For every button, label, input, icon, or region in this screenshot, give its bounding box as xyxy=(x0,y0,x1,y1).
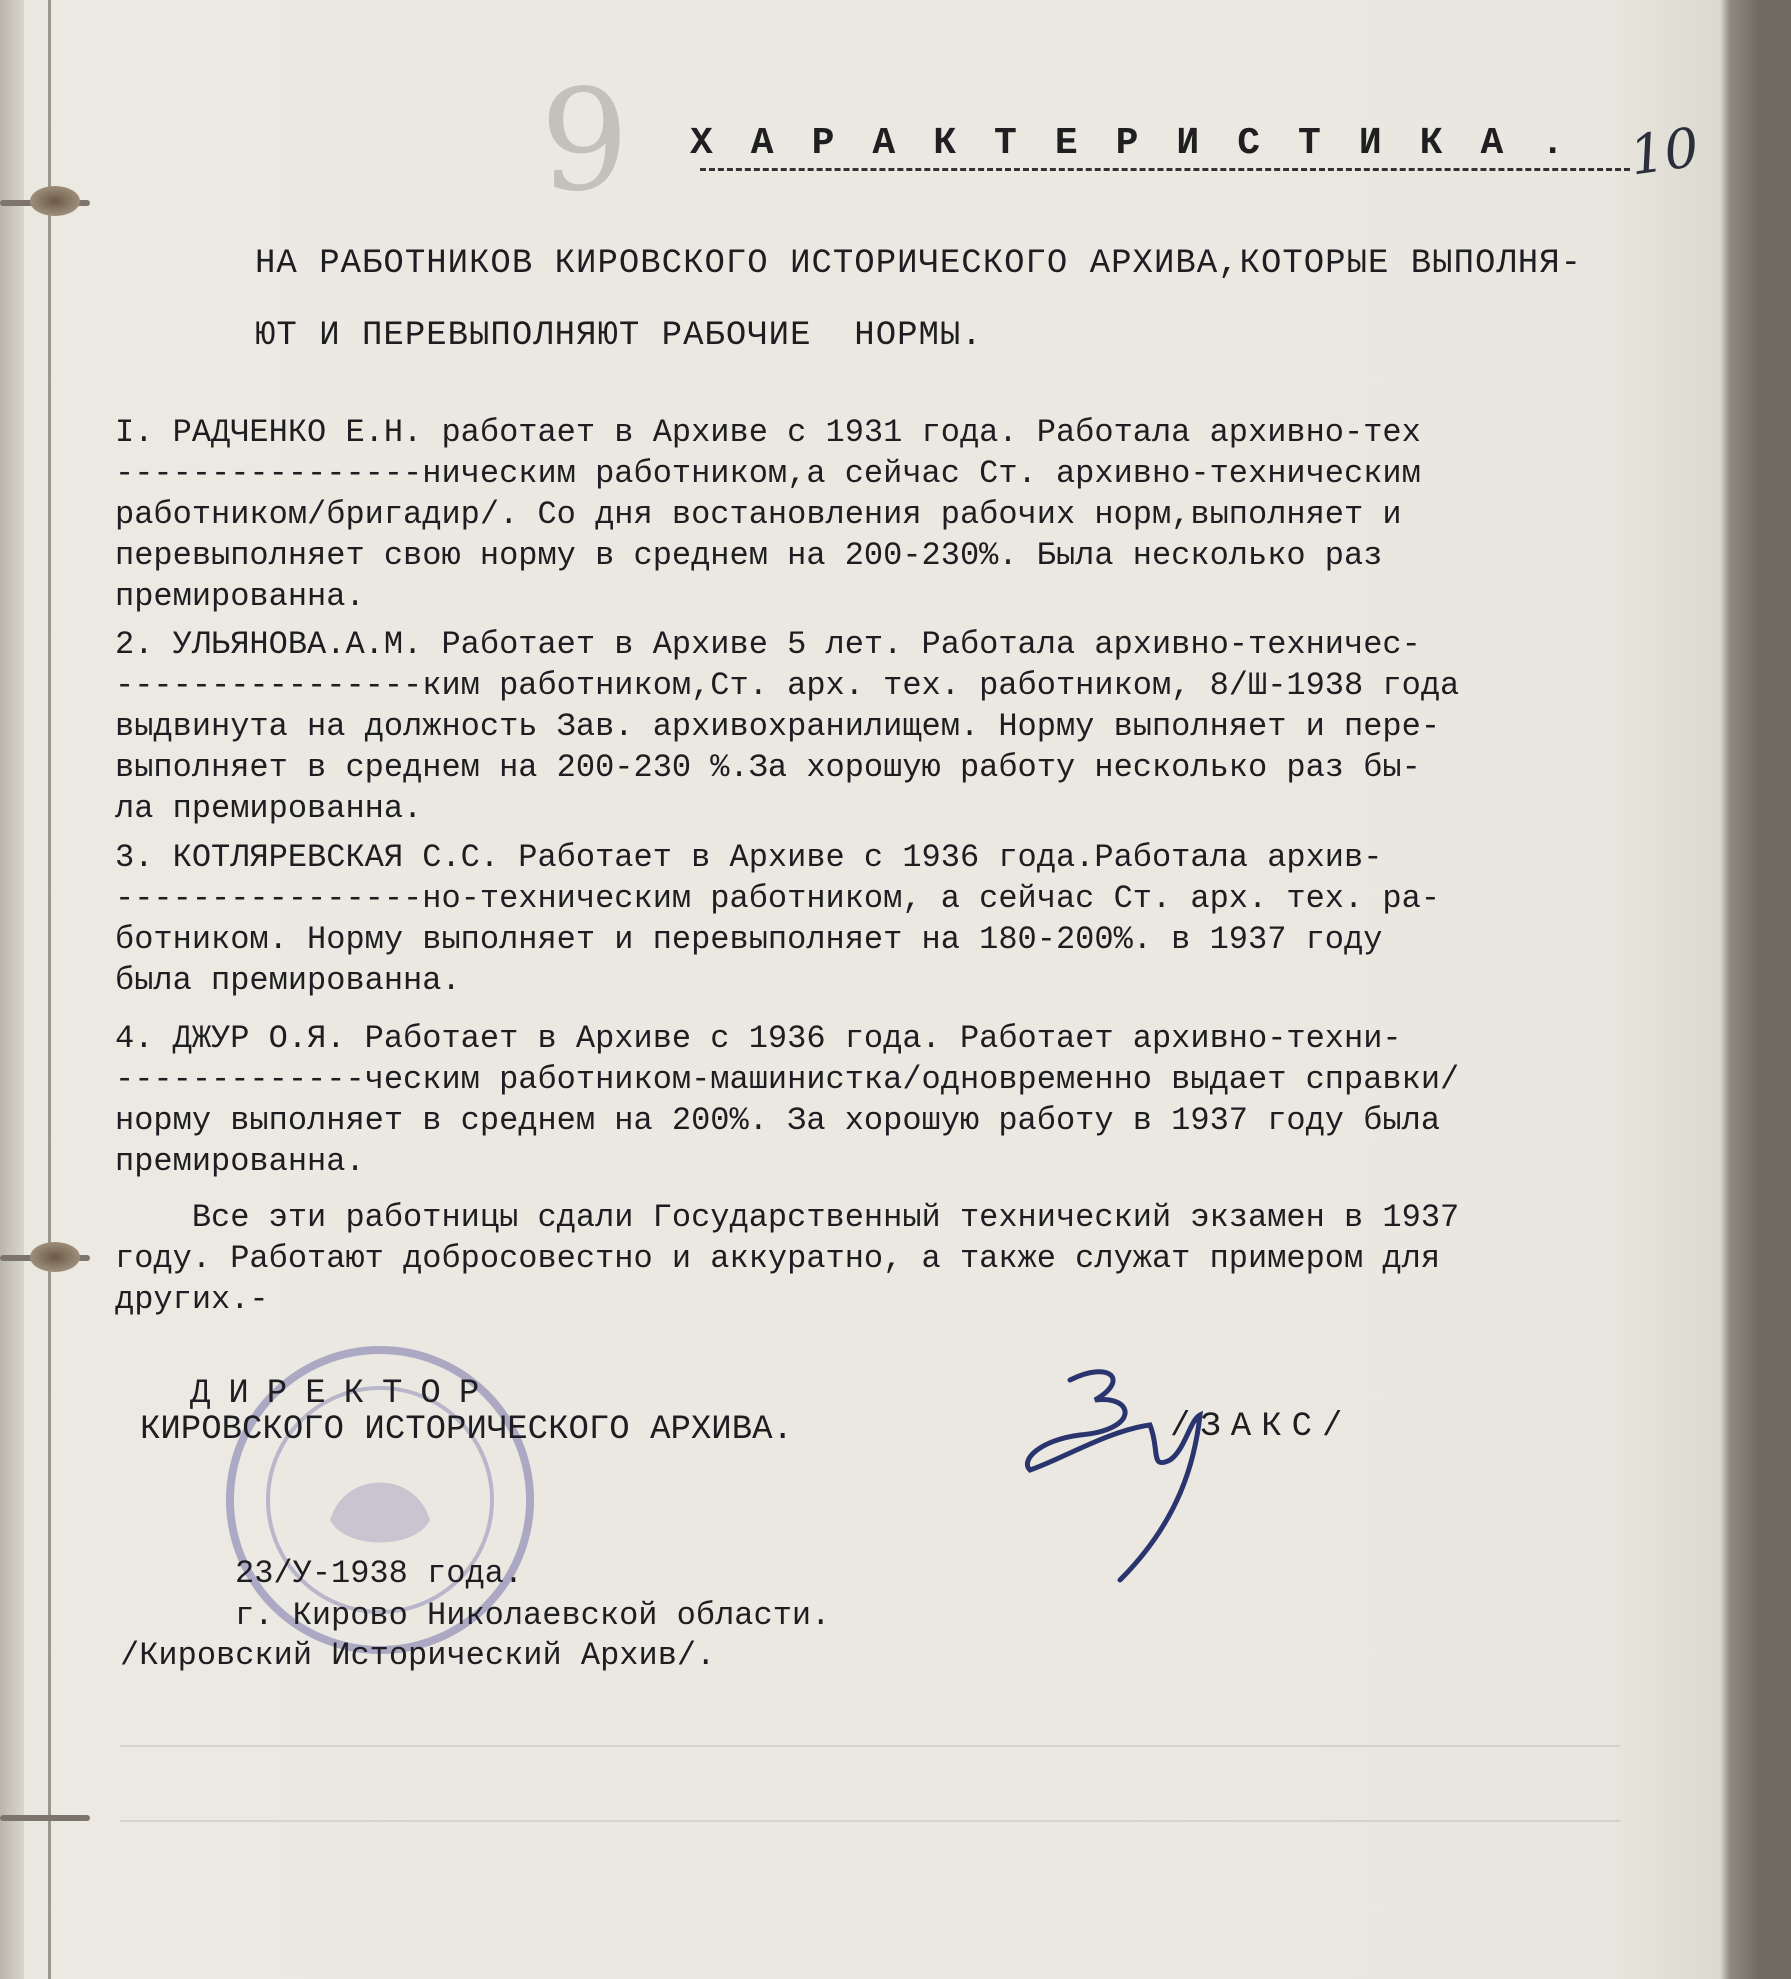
text-line: выдвинута на должность Зав. архивохранилищем. Норму выполняет и пере- xyxy=(115,708,1441,745)
paragraph-3 xyxy=(115,837,1440,1001)
binding-knot xyxy=(30,186,80,216)
text-line: -------------ческим работником-машинистка/одновременно выдает справки/ xyxy=(115,1061,1460,1098)
text-line: других.- xyxy=(115,1281,269,1318)
text-line: перевыполняет свою норму в среднем на 200-230%. Была несколько раз xyxy=(115,537,1383,574)
title-underline xyxy=(700,168,1630,171)
ruled-line xyxy=(120,1820,1620,1822)
director-archive: КИРОВСКОГО ИСТОРИЧЕСКОГО АРХИВА. xyxy=(140,1411,793,1449)
text-line: премированна. xyxy=(115,578,365,615)
binding-margin-line xyxy=(48,0,51,1979)
document-subtitle xyxy=(255,228,1582,372)
text-line: I. РАДЧЕНКО Е.Н. работает в Архиве с 1931 года. Работала архивно-тех xyxy=(115,414,1421,451)
text-line: ----------------ническим работником,а сейчас Ст. архивно-техническим xyxy=(115,455,1421,492)
text-line: премированна. xyxy=(115,1143,365,1180)
pencil-mark: 9 xyxy=(540,60,630,223)
director-title: ДИРЕКТОР xyxy=(190,1375,498,1413)
text-line: году. Работают добросовестно и аккуратно, а также служат примером для xyxy=(115,1240,1441,1277)
stamp-emblem xyxy=(330,1483,430,1543)
director-name: /ЗАКС/ xyxy=(1170,1408,1353,1446)
text-line: ла премированна. xyxy=(115,790,423,827)
handwritten-signature xyxy=(1000,1320,1240,1590)
subtitle-line: НА РАБОТНИКОВ КИРОВСКОГО ИСТОРИЧЕСКОГО АРХИВА,КОТОРЫЕ ВЫПОЛНЯ- xyxy=(255,245,1583,283)
subtitle-line: ЮТ И ПЕРЕВЫПОЛНЯЮТ РАБОЧИЕ НОРМЫ. xyxy=(255,317,983,355)
text-line: выполняет в среднем на 200-230 %.За хорошую работу несколько раз бы- xyxy=(115,749,1421,786)
paragraph-2 xyxy=(115,624,1459,829)
archive-name: /Кировский Исторический Архив/. xyxy=(120,1637,716,1674)
signature-stroke xyxy=(1027,1372,1200,1580)
text-line: ----------------но-техническим работником, а сейчас Ст. арх. тех. ра- xyxy=(115,880,1441,917)
page-number: 10 xyxy=(1625,115,1703,188)
text-line: Все эти работницы сдали Государственный технический экзамен в 1937 xyxy=(115,1199,1460,1236)
paragraph-4 xyxy=(115,1018,1459,1182)
text-line: ботником. Норму выполняет и перевыполняет на 180-200%. в 1937 году xyxy=(115,921,1383,958)
text-line: ----------------ким работником,Ст. арх. тех. работником, 8/Ш-1938 года xyxy=(115,667,1460,704)
paragraph-1 xyxy=(115,412,1421,617)
binding-string xyxy=(0,1815,90,1821)
text-line: 2. УЛЬЯНОВА.А.М. Работает в Архиве 5 лет. Работала архивно-техничес- xyxy=(115,626,1421,663)
ruled-line xyxy=(120,1745,1620,1747)
binding-knot xyxy=(30,1242,80,1272)
closing-paragraph xyxy=(115,1197,1459,1320)
text-line: 4. ДЖУР О.Я. Работает в Архиве с 1936 года. Работает архивно-техни- xyxy=(115,1020,1402,1057)
text-line: работником/бригадир/. Со дня востановления рабочих норм,выполняет и xyxy=(115,496,1402,533)
document-place: г. Кирово Николаевской области. xyxy=(235,1597,831,1634)
page-left-edge xyxy=(0,0,24,1979)
document-date: 23/У-1938 года. xyxy=(235,1555,524,1592)
text-line: норму выполняет в среднем на 200%. За хорошую работу в 1937 году была xyxy=(115,1102,1441,1139)
text-line: 3. КОТЛЯРЕВСКАЯ С.С. Работает в Архиве с 1936 года.Работала архив- xyxy=(115,839,1383,876)
document-title: ХАРАКТЕРИСТИКА. xyxy=(690,122,1603,165)
text-line: была премированна. xyxy=(115,962,461,999)
